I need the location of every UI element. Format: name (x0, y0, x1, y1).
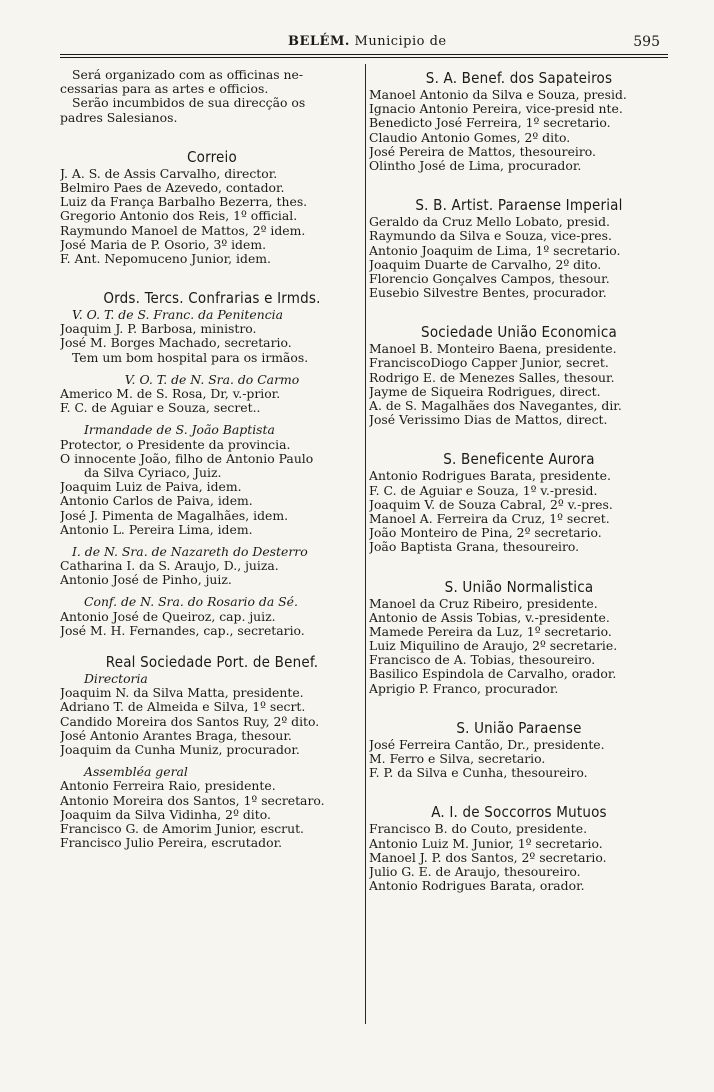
entry-line: Candido Moreira dos Santos Ruy, 2º dito. (60, 714, 320, 729)
entry-line: Manoel da Cruz Ribeiro, presidente. (369, 596, 598, 611)
entry-line: Americo M. de S. Rosa, Dr, v.-prior. (60, 387, 281, 401)
column-divider (365, 64, 366, 1024)
entry-line: Adriano T. de Almeida e Silva, 1º secrt. (60, 700, 306, 715)
subsection-heading: Conf. de N. Sra. do Rosario da Sé. (84, 595, 298, 610)
section-real-sociedade (60, 652, 364, 850)
section-uniao-normalistica (369, 577, 669, 696)
entry-line: A. de S. Magalhães dos Navegantes, dir. (369, 399, 622, 413)
entry-line: Raymundo Manoel de Mattos, 2º idem. (60, 223, 306, 238)
subsection-heading: Irmandade de S. João Baptista (84, 423, 275, 438)
section-beneficente-aurora (369, 449, 669, 554)
section-heading: Sociedade União Economica (421, 323, 617, 342)
entry-line: Manoel A. Ferreira da Cruz, 1º secret. (369, 511, 610, 526)
entry-line: José M. Borges Machado, secretario. (60, 336, 292, 351)
entry-line: da Silva Cyriaco, Juiz. (84, 465, 222, 480)
city-name: BELÉM. (288, 34, 350, 49)
text-line: Serão incumbidos de sua direcção os (72, 96, 306, 111)
header-title (288, 34, 447, 49)
entry-line: FranciscoDiogo Capper Junior, secret. (369, 356, 609, 371)
section-uniao-economica (369, 322, 669, 427)
entry-line: Gregorio Antonio dos Reis, 1º official. (60, 209, 298, 224)
entry-line: Mamede Pereira da Luz, 1º secretario. (369, 624, 612, 639)
entry-line: Joaquim da Silva Vidinha, 2º dito. (60, 807, 271, 822)
entry-line: Joaquim da Cunha Muniz, procurador. (60, 742, 300, 757)
entry-line: Luiz da França Barbalho Bezerra, thes. (60, 195, 308, 210)
entry-line: José Maria de P. Osorio, 3º idem. (60, 237, 267, 252)
entry-line: José Ferreira Cantão, Dr., presidente. (369, 737, 605, 752)
section-heading: A. I. de Soccorros Mutuos (431, 803, 607, 822)
entry-line: Benedicto José Ferreira, 1º secretario. (369, 116, 611, 131)
entry-line: F. P. da Silva e Cunha, thesoureiro. (369, 766, 588, 781)
entry-line: Antonio Luiz M. Junior, 1º secretario. (369, 836, 603, 851)
entry-line: Francisco G. de Amorim Junior, escrut. (60, 821, 304, 836)
entry-line: Rodrigo E. de Menezes Salles, thesour. (369, 370, 615, 385)
entry-line: Joaquim Duarte de Carvalho, 2º dito. (369, 257, 602, 272)
entry-line: Joaquim J. P. Barbosa, ministro. (60, 322, 257, 337)
entry-line: Eusebio Silvestre Bentes, procurador. (369, 286, 607, 301)
subsection-heading: Directoria (84, 672, 148, 686)
section-artistica-paraense (369, 195, 669, 300)
entry-line: Belmiro Paes de Azevedo, contador. (60, 180, 285, 195)
entry-line: José Pereira de Mattos, thesoureiro. (369, 144, 596, 159)
section-heading: Real Sociedade Port. de Benef. (105, 653, 319, 671)
entry-line: Basilico Espindola de Carvalho, orador. (369, 667, 617, 682)
section-heading: Ords. Tercs. Confrarias e Irmds. (103, 289, 321, 308)
entry-line: Francisco B. do Couto, presidente. (369, 822, 588, 837)
entry-line: Antonio Rodrigues Barata, presidente. (369, 469, 611, 484)
left-column (60, 68, 364, 850)
entry-line: Francisco Julio Pereira, escrutador. (60, 836, 283, 851)
text-line: cessarias para as artes e officios. (60, 82, 269, 97)
intro-paragraph (60, 68, 364, 125)
subsection-heading: V. O. T. de S. Franc. da Penitencia (72, 308, 284, 323)
entry-line: Ignacio Antonio Pereira, vice-presid nte. (369, 102, 623, 117)
subsection-heading: I. de N. Sra. de Nazareth do Desterro (72, 544, 308, 559)
entry-line: João Monteiro de Pina, 2º secretario. (369, 526, 602, 541)
section-correio (60, 147, 364, 266)
entry-line: Joaquim V. de Souza Cabral, 2º v.-pres. (369, 497, 613, 512)
section-heading: S. União Normalistica (444, 577, 594, 596)
entry-line: Antonio Carlos de Paiva, idem. (60, 494, 253, 509)
section-heading: S. A. Benef. dos Sapateiros (425, 69, 613, 87)
entry-line: Manoel J. P. dos Santos, 2º secretario. (369, 850, 607, 865)
entry-line: Antonio Rodrigues Barata, orador. (369, 879, 585, 894)
entry-line: Antonio José de Pinho, juiz. (60, 573, 232, 588)
section-ordens-terceiras (60, 288, 364, 638)
entry-line: José M. H. Fernandes, cap., secretario. (60, 623, 305, 638)
right-column (369, 68, 669, 893)
header-rule (60, 54, 668, 55)
section-uniao-paraense (369, 718, 669, 781)
entry-line: Florencio Gonçalves Campos, thesour. (369, 271, 610, 286)
subsection-heading: V. O. T. de N. Sra. do Carmo (124, 372, 300, 387)
text-line: Será organizado com as officinas ne- (72, 68, 304, 82)
entry-line: Aprigio P. Franco, procurador. (369, 681, 559, 696)
header-rule-double (60, 57, 668, 58)
entry-line: Claudio Antonio Gomes, 2º dito. (369, 130, 571, 145)
entry-line: Antonio Moreira dos Santos, 1º secretaro. (60, 793, 325, 808)
page-number: 595 (633, 34, 660, 50)
entry-line: Antonio Joaquim de Lima, 1º secretario. (369, 243, 621, 258)
entry-line: F. C. de Aguiar e Souza, 1º v.-presid. (369, 483, 598, 498)
entry-line: Joaquim N. da Silva Matta, presidente. (60, 686, 304, 701)
section-soccorros-mutuos (369, 802, 669, 893)
section-heading: S. União Paraense (456, 718, 582, 737)
entry-line: O innocente João, filho de Antonio Paulo (60, 451, 314, 466)
entry-line: José Antonio Arantes Braga, thesour. (60, 728, 292, 743)
entry-line: Antonio José de Queiroz, cap. juiz. (60, 609, 276, 624)
entry-line: Antonio L. Pereira Lima, idem. (60, 522, 253, 537)
entry-line: Julio G. E. de Araujo, thesoureiro. (369, 864, 581, 879)
entry-line: José J. Pimenta de Magalhães, idem. (60, 508, 289, 523)
entry-line: Tem um bom hospital para os irmãos. (72, 350, 309, 365)
entry-line: Luiz Miquilino de Araujo, 2º secretarie. (369, 639, 618, 654)
entry-line: Catharina I. da S. Araujo, D., juiza. (60, 559, 279, 574)
page-header (60, 30, 660, 52)
subsection-heading: Assembléa geral (84, 765, 188, 780)
entry-line: J. A. S. de Assis Carvalho, director. (60, 166, 278, 181)
entry-line: Antonio de Assis Tobias, v.-presidente. (369, 610, 610, 625)
section-heading: Correio (187, 147, 237, 166)
entry-line: Manoel Antonio da Silva e Souza, presid. (369, 88, 627, 102)
header-subtitle: Municipio de (354, 34, 447, 49)
entry-line: Geraldo da Cruz Mello Lobato, presid. (369, 215, 610, 230)
entry-line: João Baptista Grana, thesoureiro. (369, 540, 580, 555)
entry-line: Jayme de Siqueira Rodrigues, direct. (369, 384, 601, 399)
entry-line: Olintho José de Lima, procurador. (369, 158, 582, 173)
entry-line: Raymundo da Silva e Souza, vice-pres. (369, 229, 612, 244)
section-heading: S. Beneficente Aurora (443, 450, 595, 469)
entry-line: Joaquim Luiz de Paiva, idem. (60, 480, 242, 495)
text-line: padres Salesianos. (60, 110, 178, 125)
entry-line: José Verissimo Dias de Mattos, direct. (369, 413, 608, 428)
entry-line: Antonio Ferreira Raio, presidente. (60, 779, 276, 794)
entry-line: F. Ant. Nepomuceno Junior, idem. (60, 251, 271, 266)
section-heading: S. B. Artist. Paraense Imperial (415, 196, 623, 215)
entry-line: F. C. de Aguiar e Souza, secret.. (60, 401, 261, 416)
entry-line: M. Ferro e Silva, secretario. (369, 752, 546, 766)
entry-line: Protector, o Presidente da provincia. (60, 437, 291, 452)
entry-line: Manoel B. Monteiro Baena, presidente. (369, 342, 617, 357)
entry-line: Francisco de A. Tobias, thesoureiro. (369, 653, 596, 668)
section-sapateiros (369, 68, 669, 173)
